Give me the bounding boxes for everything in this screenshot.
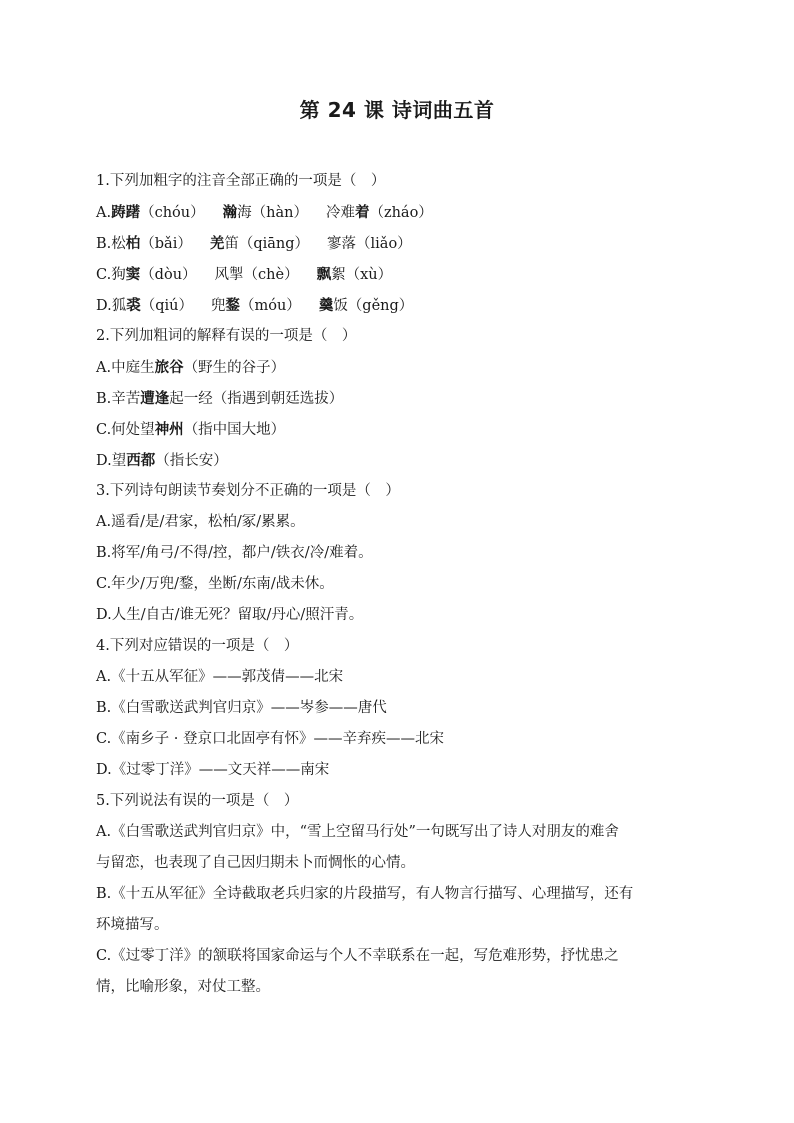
q3-option-d: D.人生/自古/谁无死？留取/丹心/照汗青。	[96, 607, 364, 623]
q4-option-c: C.《南乡子 · 登京口北固亭有怀》——辛弃疾——北宋	[96, 731, 445, 747]
q1-option-b: B.松柏（bǎi） 羌笛（qiāng） 寥落（liǎo）	[96, 235, 412, 252]
q2-option-c: C.何处望神州（指中国大地）	[96, 421, 286, 438]
q1-option-d: D.狐裘（qiú） 兜鍪（móu） 羹饭（gěng）	[96, 297, 414, 314]
q2-stem: 2.下列加粗词的解释有误的一项是（ ）	[96, 328, 357, 344]
q3-stem: 3.下列诗句朗读节奏划分不正确的一项是（ ）	[96, 483, 400, 499]
q1-option-a: A.踌躇（chóu） 瀚海（hàn） 冷难着（zháo）	[96, 204, 433, 221]
q5-option-b-line2: 环境描写。	[96, 917, 169, 933]
q4-option-b: B.《白雪歌送武判官归京》——岑参——唐代	[96, 700, 387, 716]
q4-option-a: A.《十五从军征》——郭茂倩——北宋	[96, 669, 344, 685]
q5-stem: 5.下列说法有误的一项是（ ）	[96, 793, 299, 809]
q5-option-c-line2: 情，比喻形象，对仗工整。	[96, 979, 270, 995]
q1-option-c: C.狗窦（dòu） 风掣（chè） 飘絮（xù）	[96, 266, 393, 283]
q1-stem: 1.下列加粗字的注音全部正确的一项是（ ）	[96, 173, 386, 189]
q5-option-b-line1: B.《十五从军征》全诗截取老兵归家的片段描写，有人物言行描写、心理描写，还有	[96, 886, 634, 902]
q2-option-d: D.望西都（指长安）	[96, 452, 228, 469]
page-title: 第 24 课 诗词曲五首	[299, 98, 495, 122]
q5-option-c-line1: C.《过零丁洋》的颔联将国家命运与个人不幸联系在一起，写危难形势，抒忧患之	[96, 948, 619, 964]
q4-stem: 4.下列对应错误的一项是（ ）	[96, 638, 299, 654]
q5-option-a-line1: A.《白雪歌送武判官归京》中，“雪上空留马行处”一句既写出了诗人对朋友的难舍	[96, 824, 619, 840]
q2-option-b: B.辛苦遭逢起一经（指遇到朝廷选拔）	[96, 390, 344, 407]
q4-option-d: D.《过零丁洋》——文天祥——南宋	[96, 762, 330, 778]
q3-option-b: B.将军/角弓/不得/控，都户/铁衣/冷/难着。	[96, 545, 373, 561]
q3-option-a: A.遥看/是/君家，松柏/冢/累累。	[96, 514, 305, 530]
question-content	[96, 166, 700, 1003]
q2-option-a: A.中庭生旅谷（野生的谷子）	[96, 359, 286, 376]
q3-option-c: C.年少/万兜/鍪，坐断/东南/战未休。	[96, 576, 334, 592]
q5-option-a-line2: 与留恋，也表现了自己因归期未卜而惆怅的心情。	[96, 855, 415, 871]
